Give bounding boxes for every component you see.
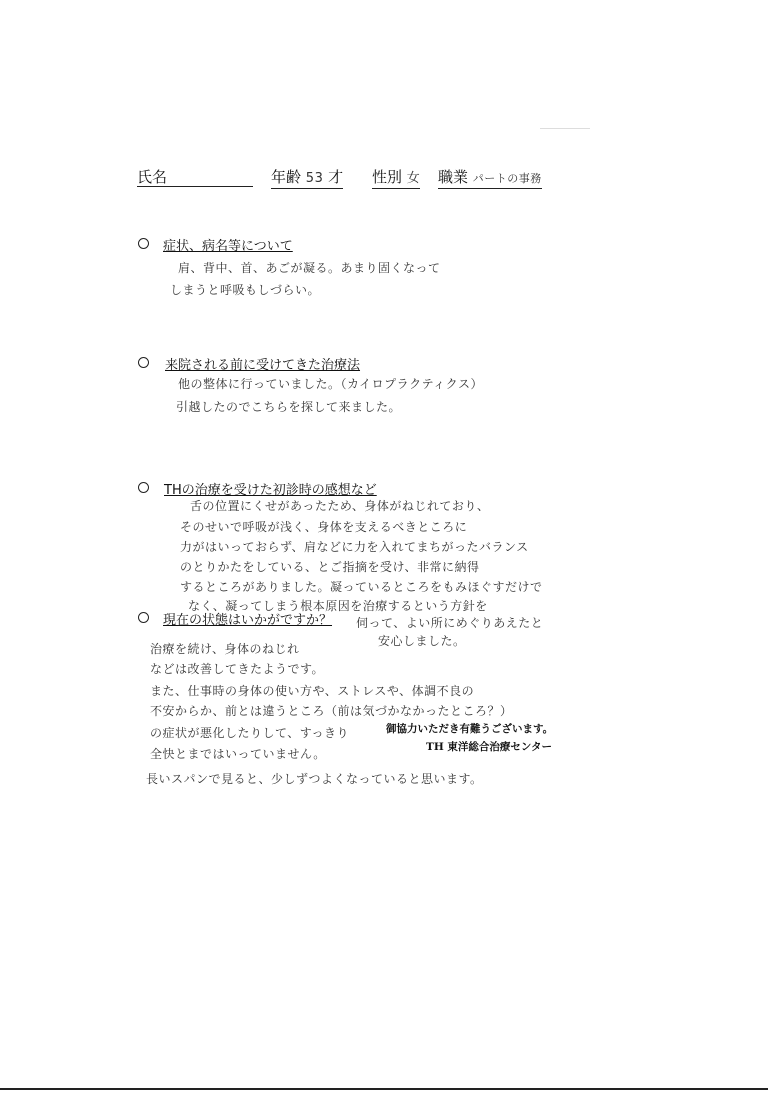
bullet-circle bbox=[138, 482, 149, 493]
answer-line: 他の整体に行っていました。（カイロプラクティクス） bbox=[178, 377, 484, 391]
age-value: 53 bbox=[305, 171, 324, 186]
answer-line: 安心しました。 bbox=[378, 634, 466, 648]
answer-line: しまうと呼吸もしづらい。 bbox=[170, 283, 321, 297]
answer-line: 長いスパンで見ると、少しずつよくなっていると思います。 bbox=[146, 772, 483, 786]
sex-value: 女 bbox=[406, 171, 421, 186]
page-bottom-border bbox=[0, 1088, 768, 1090]
sex-label: 性別 bbox=[372, 168, 403, 186]
age-label: 年齢 bbox=[271, 168, 302, 186]
answer-line: 舌の位置にくせがあったため、身体がねじれており、 bbox=[190, 499, 490, 513]
job-value: パートの事務 bbox=[472, 172, 542, 185]
section-title: THの治療を受けた初診時の感想など bbox=[164, 483, 377, 498]
age-unit: 才 bbox=[328, 168, 344, 186]
clinic-stamp: TH 東洋総合治療センター bbox=[426, 741, 552, 753]
answer-line: 全快とまではいっていません。 bbox=[150, 747, 326, 761]
answer-line: 不安からか、前とは違うところ（前は気づかなかったところ？） bbox=[150, 704, 513, 718]
answer-line: 伺って、よい所にめぐりあえたと bbox=[356, 616, 544, 630]
section-title: 現在の状態はいかがですか？ bbox=[163, 613, 333, 628]
answer-line: 治療を続け、身体のねじれ bbox=[150, 642, 300, 656]
scan-mark bbox=[540, 128, 590, 129]
bullet-circle bbox=[138, 357, 149, 368]
answer-line: のとりかたをしている、とご指摘を受け、非常に納得 bbox=[180, 560, 480, 574]
answer-line: 力がはいっておらず、肩などに力を入れてまちがったバランス bbox=[180, 540, 529, 554]
answer-line: するところがありました。凝っているところをもみほぐすだけで bbox=[180, 580, 543, 594]
answer-line: 引越したのでこちらを探して来ました。 bbox=[176, 400, 402, 414]
answer-line: などは改善してきたようです。 bbox=[150, 662, 325, 676]
job-label: 職業 bbox=[438, 168, 469, 186]
bullet-circle bbox=[138, 612, 149, 623]
bullet-circle bbox=[138, 238, 149, 249]
answer-line: そのせいで呼吸が浅く、身体を支えるべきところに bbox=[180, 520, 468, 534]
section-title: 来院される前に受けてきた治療法 bbox=[165, 358, 361, 373]
name-label: 氏名 bbox=[137, 168, 168, 186]
thanks-stamp: 御協力いただき有難うございます。 bbox=[386, 723, 554, 735]
answer-line: 肩、背中、首、あごが凝る。あまり固くなって bbox=[178, 261, 441, 275]
answer-line: なく、凝ってしまう根本原因を治療するという方針を bbox=[188, 599, 488, 613]
age-field bbox=[271, 166, 343, 189]
answer-line: また、仕事時の身体の使い方や、ストレスや、体調不良の bbox=[150, 684, 475, 698]
sex-field bbox=[372, 166, 420, 189]
section-title: 症状、病名等について bbox=[163, 239, 293, 254]
job-field bbox=[438, 166, 542, 189]
answer-line: の症状が悪化したりして、すっきり bbox=[150, 726, 350, 740]
name-field bbox=[137, 166, 253, 187]
